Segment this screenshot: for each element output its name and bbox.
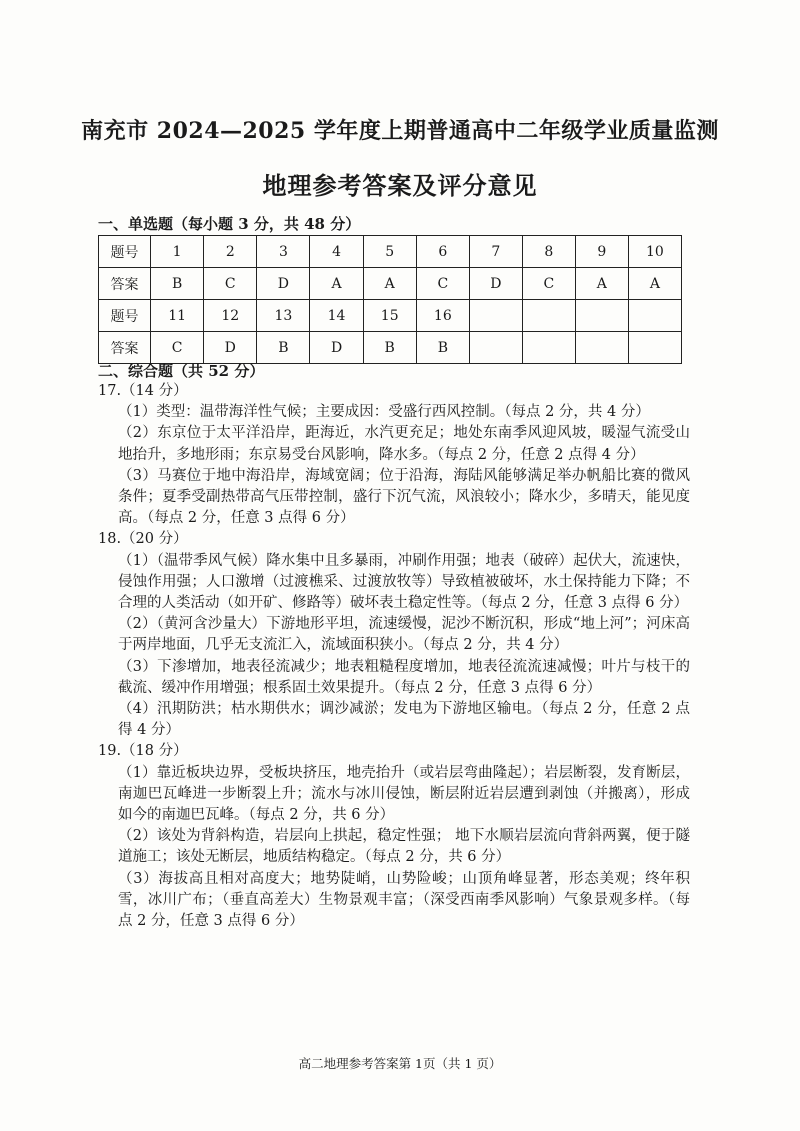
answer-cell: D [204, 332, 257, 364]
row-label: 题号 [99, 300, 151, 332]
question-number: 7 [469, 236, 522, 268]
answer-paragraph: （2）东京位于太平洋沿岸，距海近，水汽更充足；地处东南季风迎风坡，暖湿气流受山地抬升，多地形雨；东京易受台风影响，降水多。（每点 2 分，任意 2 点得 4 分） [118, 425, 690, 463]
question-number: 13 [257, 300, 310, 332]
question-number: 16 [416, 300, 469, 332]
question-number: 4 [310, 236, 363, 268]
document-subtitle: 地理参考答案及评分意见 [262, 171, 538, 200]
answer-paragraph: （4）汛期防洪；枯水期供水；调沙减淤；发电为下游地区输电。（每点 2 分，任意 2 点得 4 分） [118, 701, 690, 739]
question-number [522, 300, 575, 332]
question-18-header: 18.（20 分） [98, 531, 188, 548]
table-row [99, 268, 682, 300]
question-number: 10 [628, 236, 681, 268]
question-number: 6 [416, 236, 469, 268]
answer-paragraph: （2）（黄河含沙量大）下游地形平坦，流速缓慢，泥沙不断沉积，形成“地上河”；河床高于两岸地面，几乎无支流汇入，流域面积狭小。（每点 2 分，共 4 分） [118, 616, 690, 654]
answer-cell: C [522, 268, 575, 300]
section2-heading: 二、综合题（共 52 分） [98, 362, 265, 380]
answer-cell: D [257, 268, 310, 300]
answer-cell: B [257, 332, 310, 364]
answer-cell: A [575, 268, 628, 300]
answer-cell: A [310, 268, 363, 300]
comprehensive-answers [98, 381, 690, 932]
answer-paragraph: （2）该处为背斜构造，岩层向上拱起，稳定性强； 地下水顺岩层流向背斜两翼，便于隧道施工；该处无断层，地质结构稳定。（每点 2 分，共 6 分） [118, 828, 690, 866]
question-19-header: 19.（18 分） [98, 743, 188, 760]
question-number: 5 [363, 236, 416, 268]
question-number: 15 [363, 300, 416, 332]
answer-cell [575, 332, 628, 364]
answer-paragraph: （3）下渗增加，地表径流减少；地表粗糙程度增加，地表径流流速减慢；叶片与枝干的截流、缓冲作用增强；根系固土效果提升。（每点 2 分，任意 3 点得 6 分） [118, 658, 690, 696]
question-number [469, 300, 522, 332]
answer-paragraph: （1）类型：温带海洋性气候；主要成因：受盛行西风控制。（每点 2 分，共 4 分） [118, 404, 650, 421]
answer-table [98, 235, 682, 364]
answer-cell: A [363, 268, 416, 300]
question-number: 9 [575, 236, 628, 268]
answer-paragraph: （1）靠近板块边界，受板块挤压，地壳抬升（或岩层弯曲隆起）；岩层断裂，发育断层，南迦巴瓦峰进一步断裂上升；流水与冰川侵蚀，断层附近岩层遭到剥蚀（并搬离），形成如今的南迦巴瓦峰。（每点 2 分，共 6 分） [118, 764, 690, 824]
answer-cell: C [151, 332, 204, 364]
question-number [628, 300, 681, 332]
question-number: 8 [522, 236, 575, 268]
row-label: 答案 [99, 268, 151, 300]
row-label: 题号 [99, 236, 151, 268]
answer-paragraph: （3）马赛位于地中海沿岸，海域宽阔；位于沿海，海陆风能够满足举办帆船比赛的微风条件；夏季受副热带高气压带控制，盛行下沉气流，风浪较小；降水少，多晴天，能见度高。（每点 2 分，任意 3 点得 6 分） [118, 467, 690, 527]
answer-cell: B [151, 268, 204, 300]
question-number: 2 [204, 236, 257, 268]
table-row [99, 332, 682, 364]
answer-cell: C [204, 268, 257, 300]
section1-heading: 一、单选题（每小题 3 分，共 48 分） [98, 215, 361, 233]
answer-cell [469, 332, 522, 364]
answer-cell: C [416, 268, 469, 300]
question-17-header: 17.（14 分） [98, 383, 188, 399]
answer-cell: B [363, 332, 416, 364]
question-number: 3 [257, 236, 310, 268]
answer-cell: D [469, 268, 522, 300]
answer-cell [522, 332, 575, 364]
document-title: 南充市 2024—2025 学年度上期普通高中二年级学业质量监测 [81, 118, 719, 144]
question-number: 1 [151, 236, 204, 268]
table-row [99, 236, 682, 268]
answer-paragraph: （3）海拔高且相对高度大；地势陡峭，山势险峻；山顶角峰显著，形态美观；终年积雪，冰川广布；（垂直高差大）生物景观丰富；（深受西南季风影响）气象景观多样。（每点 2 分，任意 3 点得 6 分） [118, 870, 690, 930]
answer-cell [628, 332, 681, 364]
question-number: 12 [204, 300, 257, 332]
answer-paragraph: （1）（温带季风气候）降水集中且多暴雨，冲刷作用强；地表（破碎）起伏大，流速快，侵蚀作用强；人口激增（过渡樵采、过渡放牧等）导致植被破坏，水土保持能力下降；不合理的人类活动（如开矿、修路等）破坏表土稳定性等。（每点 2 分，任意 3 点得 6 分） [118, 552, 690, 612]
answer-cell: A [628, 268, 681, 300]
question-number: 14 [310, 300, 363, 332]
page-footer: 高二地理参考答案第 1页（共 1 页） [298, 1056, 502, 1071]
answer-cell: D [310, 332, 363, 364]
question-number [575, 300, 628, 332]
question-number: 11 [151, 300, 204, 332]
row-label: 答案 [99, 332, 151, 364]
answer-cell: B [416, 332, 469, 364]
table-row [99, 300, 682, 332]
